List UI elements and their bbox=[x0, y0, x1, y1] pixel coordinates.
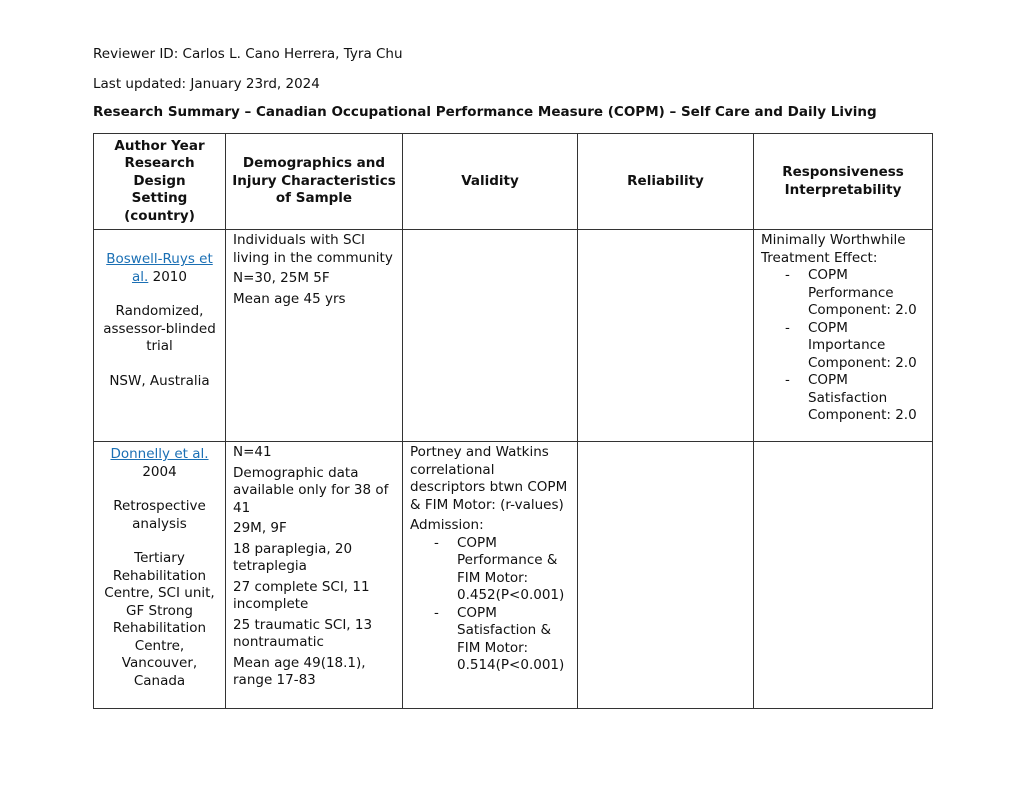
list-item: - COPM Satisfaction & FIM Motor: 0.514(P<0.001) bbox=[434, 605, 571, 675]
header-author-line: Research bbox=[124, 155, 195, 172]
header-author bbox=[94, 134, 226, 230]
citation-link[interactable]: Boswell-Ruys et al. bbox=[106, 251, 213, 285]
demographic-line: Demographic data available only for 38 of 41 bbox=[233, 464, 389, 516]
document-title: Research Summary – Canadian Occupational Performance Measure (COPM) – Self Care and Daily Living bbox=[93, 104, 877, 120]
list-item: - COPM Satisfaction Component: 2.0 bbox=[785, 372, 926, 425]
validity-list bbox=[410, 535, 571, 675]
reviewer-id: Reviewer ID: Carlos L. Cano Herrera, Tyra Chu bbox=[93, 46, 403, 62]
header-responsiveness bbox=[754, 134, 933, 230]
demographic-line: 18 paraplegia, 20 tetraplegia bbox=[233, 540, 353, 574]
header-author-line: (country) bbox=[124, 207, 195, 224]
list-item: - COPM Performance & FIM Motor: 0.452(P<0.001) bbox=[434, 535, 571, 605]
demographic-line: 29M, 9F bbox=[233, 520, 287, 536]
header-responsiveness-line: Responsiveness bbox=[782, 164, 904, 180]
header-responsiveness-line: Interpretability bbox=[784, 181, 902, 198]
validity-subheading: Admission: bbox=[410, 517, 484, 533]
citation-link[interactable]: Donnelly et al. bbox=[110, 446, 209, 462]
author-cell bbox=[94, 442, 226, 709]
table-header-row bbox=[94, 134, 933, 230]
demographic-line: 25 traumatic SCI, 13 nontraumatic bbox=[233, 616, 373, 650]
research-summary-table bbox=[93, 133, 933, 709]
author-cell bbox=[94, 230, 226, 442]
demographic-line: Individuals with SCI living in the community bbox=[233, 232, 393, 266]
study-design: Retrospective analysis bbox=[113, 498, 206, 532]
demographic-line: Mean age 45 yrs bbox=[233, 290, 346, 307]
header-demographics: Demographics and Injury Characteristics of Sample bbox=[226, 134, 403, 230]
header-author-line: Design bbox=[133, 172, 186, 189]
list-item: - COPM Importance Component: 2.0 bbox=[785, 320, 926, 373]
header-validity: Validity bbox=[403, 134, 578, 230]
demographic-line: 27 complete SCI, 11 incomplete bbox=[233, 578, 370, 612]
demographics-cell bbox=[226, 230, 403, 442]
header-author-line: Setting bbox=[131, 190, 188, 207]
responsiveness-intro: Minimally Worthwhile Treatment Effect: bbox=[761, 232, 906, 266]
responsiveness-cell bbox=[754, 230, 933, 442]
study-year: 2010 bbox=[152, 268, 187, 285]
header-reliability: Reliability bbox=[578, 134, 754, 230]
list-item: - COPM Performance Component: 2.0 bbox=[785, 267, 926, 320]
demographics-cell bbox=[226, 442, 403, 709]
study-setting: Tertiary Rehabilitation Centre, SCI unit, GF Strong Rehabilitation Centre, Vancouver, Canada bbox=[104, 550, 215, 689]
validity-cell bbox=[403, 442, 578, 709]
study-setting: NSW, Australia bbox=[109, 372, 210, 389]
validity-intro: Portney and Watkins correlational descriptors btwn COPM & FIM Motor: (r-values) bbox=[410, 444, 568, 513]
reliability-cell bbox=[578, 230, 754, 442]
demographic-line: N=30, 25M 5F bbox=[233, 270, 330, 286]
responsiveness-cell bbox=[754, 442, 933, 709]
validity-cell bbox=[403, 230, 578, 442]
demographic-line: Mean age 49(18.1), range 17-83 bbox=[233, 654, 366, 688]
demographic-line: N=41 bbox=[233, 444, 272, 460]
table-row bbox=[94, 230, 933, 442]
study-year: 2004 bbox=[142, 463, 177, 480]
responsiveness-list bbox=[761, 267, 926, 425]
table-row bbox=[94, 442, 933, 709]
last-updated: Last updated: January 23rd, 2024 bbox=[93, 76, 320, 92]
study-design: Randomized, assessor-blinded trial bbox=[103, 303, 216, 354]
header-author-line: Author Year bbox=[114, 137, 205, 154]
reliability-cell bbox=[578, 442, 754, 709]
